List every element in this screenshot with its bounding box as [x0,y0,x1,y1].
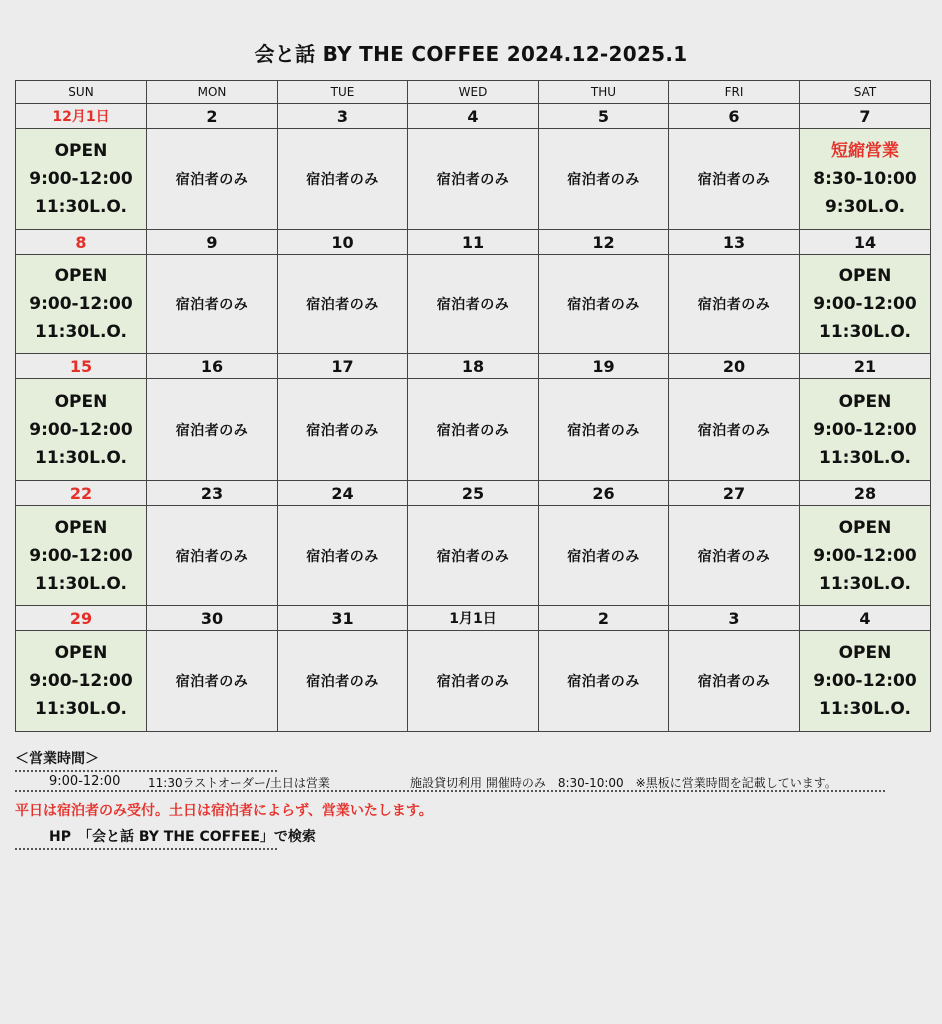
date-cell: 29 [16,606,147,631]
date-row [16,104,931,129]
date-cell: 20 [669,354,800,379]
lodging-only-cell: 宿泊者のみ [669,631,800,732]
date-cell: 11 [408,230,539,255]
open-label: OPEN [54,517,108,538]
weekday-policy-note: 平日は宿泊者のみ受付。土日は宿泊者によらず、営業いたします。 [15,803,433,819]
last-order-label: 11:30L.O. [819,322,911,342]
hours-label: 9:00-12:00 [813,294,917,314]
lodging-only-cell: 宿泊者のみ [147,506,278,606]
lodging-only-cell: 宿泊者のみ [669,379,800,481]
open-label: OPEN [54,391,108,412]
last-order-label: 11:30L.O. [35,322,127,342]
weekday-wed: WED [408,81,539,104]
weekday-fri: FRI [669,81,800,104]
business-hours-heading: ＜営業時間＞ [15,748,277,772]
status-row [16,506,931,606]
date-cell: 3 [278,104,408,129]
date-cell: 21 [800,354,931,379]
lodging-only-cell: 宿泊者のみ [278,255,408,354]
lodging-only-cell: 宿泊者のみ [147,129,278,230]
date-cell: 2 [147,104,278,129]
date-cell: 17 [278,354,408,379]
date-cell: 19 [539,354,669,379]
last-order-label: 11:30L.O. [35,699,127,719]
lodging-only-cell: 宿泊者のみ [408,631,539,732]
hours-note: 9:00-12:00 [49,774,121,789]
lodging-only-cell: 宿泊者のみ [539,631,669,732]
date-cell: 22 [16,481,147,506]
lodging-only-cell: 宿泊者のみ [278,379,408,481]
weekday-tue: TUE [278,81,408,104]
date-cell: 12 [539,230,669,255]
hours-label: 9:00-12:00 [813,419,917,440]
weekday-mon: MON [147,81,278,104]
open-cell [800,506,931,606]
short-hours-cell [800,129,931,230]
open-cell [800,255,931,354]
weekday-sat: SAT [800,81,931,104]
date-cell: 14 [800,230,931,255]
hours-label: 9:00-12:00 [813,545,917,566]
date-row [16,354,931,379]
last-order-label: 11:30L.O. [35,573,127,594]
open-label: OPEN [54,266,108,286]
page-title: 会と話 BY THE COFFEE 2024.12-2025.1 [254,42,688,66]
weekday-sun: SUN [16,81,147,104]
open-label: OPEN [54,141,108,161]
weekday-thu: THU [539,81,669,104]
status-row [16,631,931,732]
lodging-only-cell: 宿泊者のみ [669,506,800,606]
date-cell: 8 [16,230,147,255]
weekday-header-row [16,81,931,104]
lodging-only-cell: 宿泊者のみ [539,506,669,606]
date-cell: 18 [408,354,539,379]
calendar-table [15,80,931,732]
open-cell [800,379,931,481]
open-label: OPEN [838,517,892,538]
hours-label: 9:00-12:00 [29,294,133,314]
open-cell [16,255,147,354]
last-order-label: 11:30L.O. [35,447,127,468]
date-cell: 1月1日 [408,606,539,631]
hours-label: 9:00-12:00 [29,671,133,691]
date-cell: 16 [147,354,278,379]
short-time-label: 8:30-10:00 [813,169,917,189]
lodging-only-cell: 宿泊者のみ [147,255,278,354]
status-row [16,255,931,354]
lodging-only-cell: 宿泊者のみ [539,129,669,230]
last-order-label: 11:30L.O. [35,197,127,217]
date-cell: 2 [539,606,669,631]
date-cell: 7 [800,104,931,129]
status-row [16,379,931,481]
date-cell: 12月1日 [16,104,147,129]
open-label: OPEN [54,643,108,663]
lodging-only-cell: 宿泊者のみ [278,506,408,606]
date-cell: 13 [669,230,800,255]
lodging-only-cell: 宿泊者のみ [408,129,539,230]
lodging-only-cell: 宿泊者のみ [669,255,800,354]
date-cell: 28 [800,481,931,506]
date-cell: 25 [408,481,539,506]
date-cell: 27 [669,481,800,506]
date-cell: 15 [16,354,147,379]
short-hours-label: 短縮営業 [831,141,899,161]
date-cell: 26 [539,481,669,506]
open-cell [16,631,147,732]
rental-note: 施設貸切利用 開催時のみ 8:30-10:00 ※黒板に営業時間を記載しています。 [410,776,837,790]
hours-label: 9:00-12:00 [29,419,133,440]
date-cell: 10 [278,230,408,255]
date-cell: 9 [147,230,278,255]
hours-label: 9:00-12:00 [29,169,133,189]
lodging-only-cell: 宿泊者のみ [669,129,800,230]
hours-label: 9:00-12:00 [29,545,133,566]
date-cell: 4 [408,104,539,129]
date-row [16,606,931,631]
date-cell: 24 [278,481,408,506]
homepage-note [15,826,316,850]
status-row [16,129,931,230]
last-order-label: 11:30L.O. [819,573,911,594]
homepage-note-text: HP 「会と話 BY THE COFFEE」で検索 [49,829,316,845]
date-cell: 31 [278,606,408,631]
last-order-label: 11:30L.O. [819,699,911,719]
lodging-only-cell: 宿泊者のみ [408,255,539,354]
date-row [16,230,931,255]
lodging-only-cell: 宿泊者のみ [278,129,408,230]
hours-label: 9:00-12:00 [813,671,917,691]
lodging-only-cell: 宿泊者のみ [278,631,408,732]
lodging-only-cell: 宿泊者のみ [539,255,669,354]
open-label: OPEN [838,643,892,663]
hours-note-line [15,774,885,792]
date-row [16,481,931,506]
open-label: OPEN [838,391,892,412]
date-cell: 30 [147,606,278,631]
open-cell [16,506,147,606]
open-label: OPEN [838,266,892,286]
lodging-only-cell: 宿泊者のみ [408,379,539,481]
open-cell [16,379,147,481]
short-last-order-label: 9:30L.O. [824,197,906,217]
date-cell: 4 [800,606,931,631]
date-cell: 23 [147,481,278,506]
date-cell: 5 [539,104,669,129]
last-order-label: 11:30L.O. [819,447,911,468]
date-cell: 6 [669,104,800,129]
last-order-note: 11:30ラストオーダー/土日は営業 [148,776,330,790]
lodging-only-cell: 宿泊者のみ [147,631,278,732]
lodging-only-cell: 宿泊者のみ [539,379,669,481]
open-cell [16,129,147,230]
lodging-only-cell: 宿泊者のみ [408,506,539,606]
date-cell: 3 [669,606,800,631]
open-cell [800,631,931,732]
lodging-only-cell: 宿泊者のみ [147,379,278,481]
